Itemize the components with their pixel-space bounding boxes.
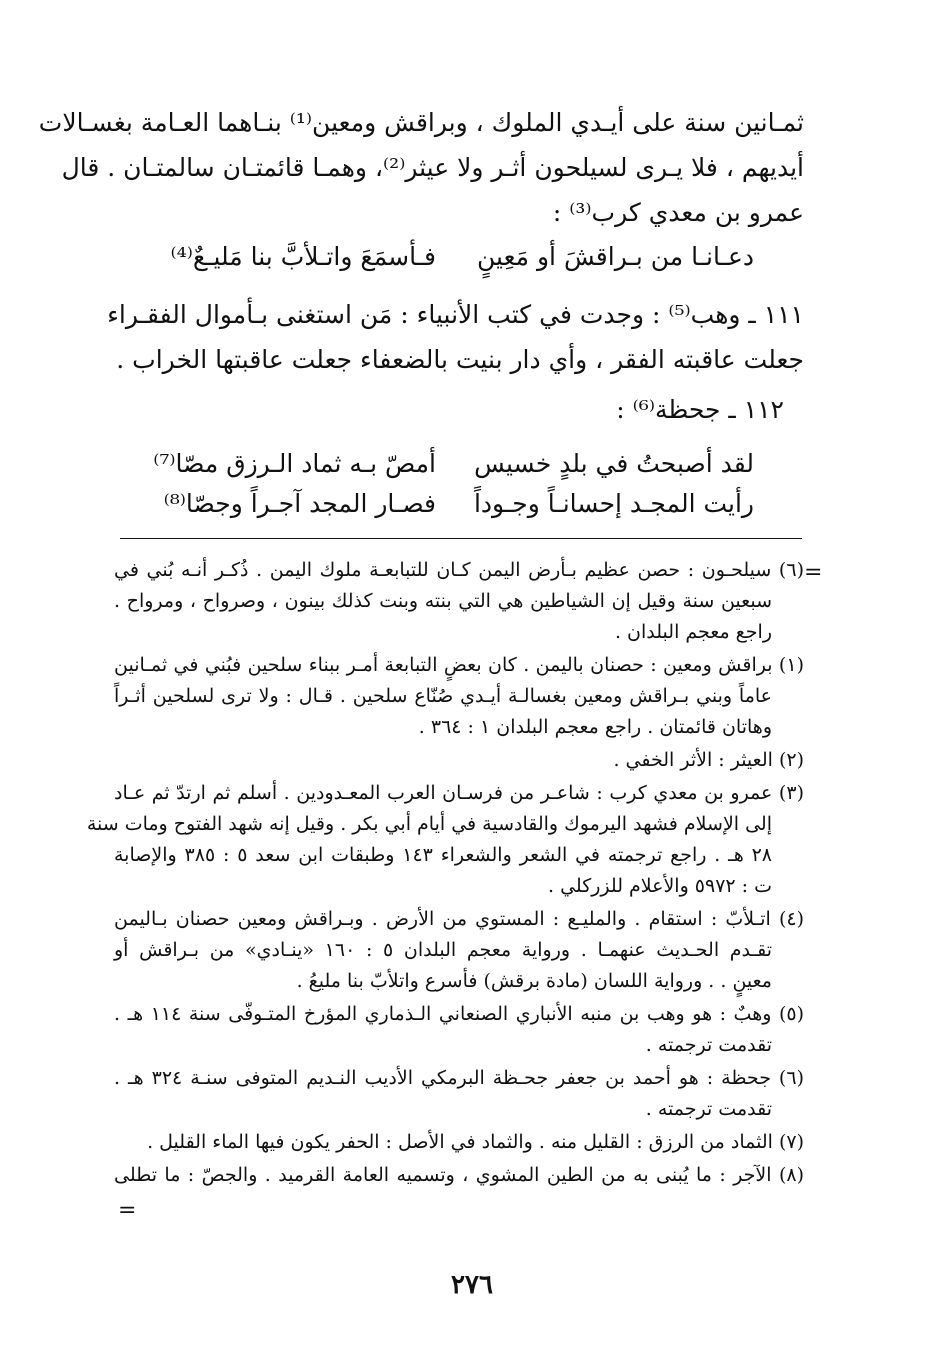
verse-first-hemistich: لقد أصبحتُ في بلدٍ خسيس — [474, 449, 754, 478]
footnote — [114, 650, 804, 743]
footnote — [114, 904, 804, 997]
footnote — [114, 555, 804, 648]
verse-first-hemistich: دعـانـا من بـراقشَ أو مَعِينٍ — [477, 242, 754, 271]
text-line: أيديهم ، فلا يـرى لسيلحون أثـر ولا عيثر⁽²⁾، وهمـا قائمتـان سالمتـان . قال — [61, 153, 804, 182]
text-line: جعلت عاقبته الفقر ، وأي دار بنيت بالضعفاء جعلت عاقبتها الخراب . — [116, 345, 804, 374]
footnote-line: معينٍ . . ورواية اللسان (مادة برقش) فأسرع واتلأبّ بنا مليعُ . — [296, 970, 772, 992]
verse-line — [124, 237, 804, 277]
footnote — [114, 745, 804, 776]
footnote-line: ت : ٥٩٧٢ والأعلام للزركلي . — [548, 875, 772, 897]
footnote-separator — [120, 538, 802, 539]
verse-second-hemistich: فـأسمَعَ واتـلأبَّ بنا مَليـعٌ⁽⁴⁾ — [170, 242, 436, 271]
footnote-line: تقدمت ترجمته . — [645, 1034, 772, 1056]
footnote-line: (٣) عمرو بن معدي كرب : شاعـر من فرسـان العرب المعـدودين . أسلم ثم ارتدّ ثم عـاد — [114, 782, 804, 804]
footnote — [86, 778, 804, 902]
footnote-line: (٢) العيثر : الأثر الخفي . — [613, 749, 804, 771]
entry-heading: ١١٢ ـ جحظة⁽⁶⁾ : — [616, 395, 784, 424]
footnote — [114, 1127, 804, 1158]
footnote-line: (٥) وهبٌ : هو وهب بن منبه الأنباري الصنعاني الـذماري المؤرخ المتـوفّى سنة ١١٤ هـ . — [114, 1003, 804, 1025]
text-line: عمرو بن معدي كرب⁽³⁾ : — [552, 198, 804, 227]
page-number: ٢٧٦ — [451, 1270, 493, 1300]
footnote-line: إلى الإسلام فشهد اليرموك والقادسية في أيام أبي بكر . وقيل إنه شهد الفتوح ومات سنة — [86, 813, 772, 835]
footnote-line: تقـدم الحـديث عنهمـا . ورواية معجم البلدان ٥ : ١٦٠ «ينـادي» من بـراقش أو — [114, 939, 772, 961]
footnote-line: (٨) الآجر : ما يُبنى به من الطين المشوي ، وتسميه العامة القرميد . والجصّ : ما تطلى — [114, 1164, 804, 1186]
footnote — [114, 1160, 804, 1191]
verse-second-hemistich: فصـار المجد آجـراً وجصّا⁽⁸⁾ — [163, 489, 436, 518]
footnote-line: (١) براقش ومعين : حصنان باليمن . كان بعضٍ التبابعة أمـر ببناء سلحين فبُني في ثمـانين — [114, 654, 804, 676]
footnote-line: سبعين سنة وقيل إن الشياطين هي التي بنته وبنت كذلك بينون ، وصرواح ، ومرواح . — [114, 590, 772, 612]
footnote-line: (٧) الثماد من الرزق : القليل منه . والثماد في الأصل : الحفر يكون فيها الماء القليل . — [147, 1131, 804, 1153]
footnote-line: عاماً وبني بـراقش ومعين بغسالـة أيـدي صُنّاع سلحين . قـال : ولا ترى لسلحين أثـراً — [114, 685, 772, 707]
verse-second-hemistich: أمصّ بـه ثماد الـرزق مصّا⁽⁷⁾ — [153, 449, 436, 478]
footnotes — [86, 555, 804, 1191]
footnote-line: (٦) سيلحـون : حصن عظيم بـأرض اليمن كـان للتبابعـة ملوك اليمن . ذُكـر أنـه بُني في — [114, 559, 804, 581]
footnote-line: راجع معجم البلدان . — [614, 621, 772, 643]
footnote-line: (٦) جحظة : هو أحمد بن جعفر جحـظة البرمكي الأديب النـديم المتوفى سنـة ٣٢٤ هـ . — [114, 1067, 804, 1089]
continuation-mark: = — [804, 560, 823, 585]
footnote-line: وهاتان قائمتان . راجع معجم البلدان ١ : ٣٦٤ . — [418, 716, 772, 738]
verse-first-hemistich: رأيت المجـد إحسانـاً وجـوداً — [473, 489, 754, 518]
footnote — [114, 1063, 804, 1125]
continuation-mark: = — [118, 1198, 137, 1223]
footnote — [114, 999, 804, 1061]
footnote-line: (٤) اتـلأبّ : استقام . والمليـع : المستوي من الأرض . وبـراقش ومعين حصنان بـاليمن — [114, 908, 804, 930]
text-line: ثمـانين سنة على أيـدي الملوك ، وبراقش ومعين⁽¹⁾ بنـاهما العـامة بغسـالات — [38, 108, 804, 137]
text-line: ١١١ ـ وهب⁽⁵⁾ : وجدت في كتب الأنبياء : مَن استغنى بـأموال الفقـراء — [107, 300, 804, 329]
footnote-line: تقدمت ترجمته . — [645, 1098, 772, 1120]
verse-line — [124, 444, 804, 484]
footnote-line: ٢٨ هـ . راجع ترجمته في الشعر والشعراء ١٤٣ وطبقات ابن سعد ٥ : ٣٨٥ والإصابة — [114, 844, 772, 866]
main-text-paragraph-1 — [38, 100, 804, 235]
verse-line — [124, 484, 804, 524]
main-text-paragraph-2 — [107, 292, 804, 382]
